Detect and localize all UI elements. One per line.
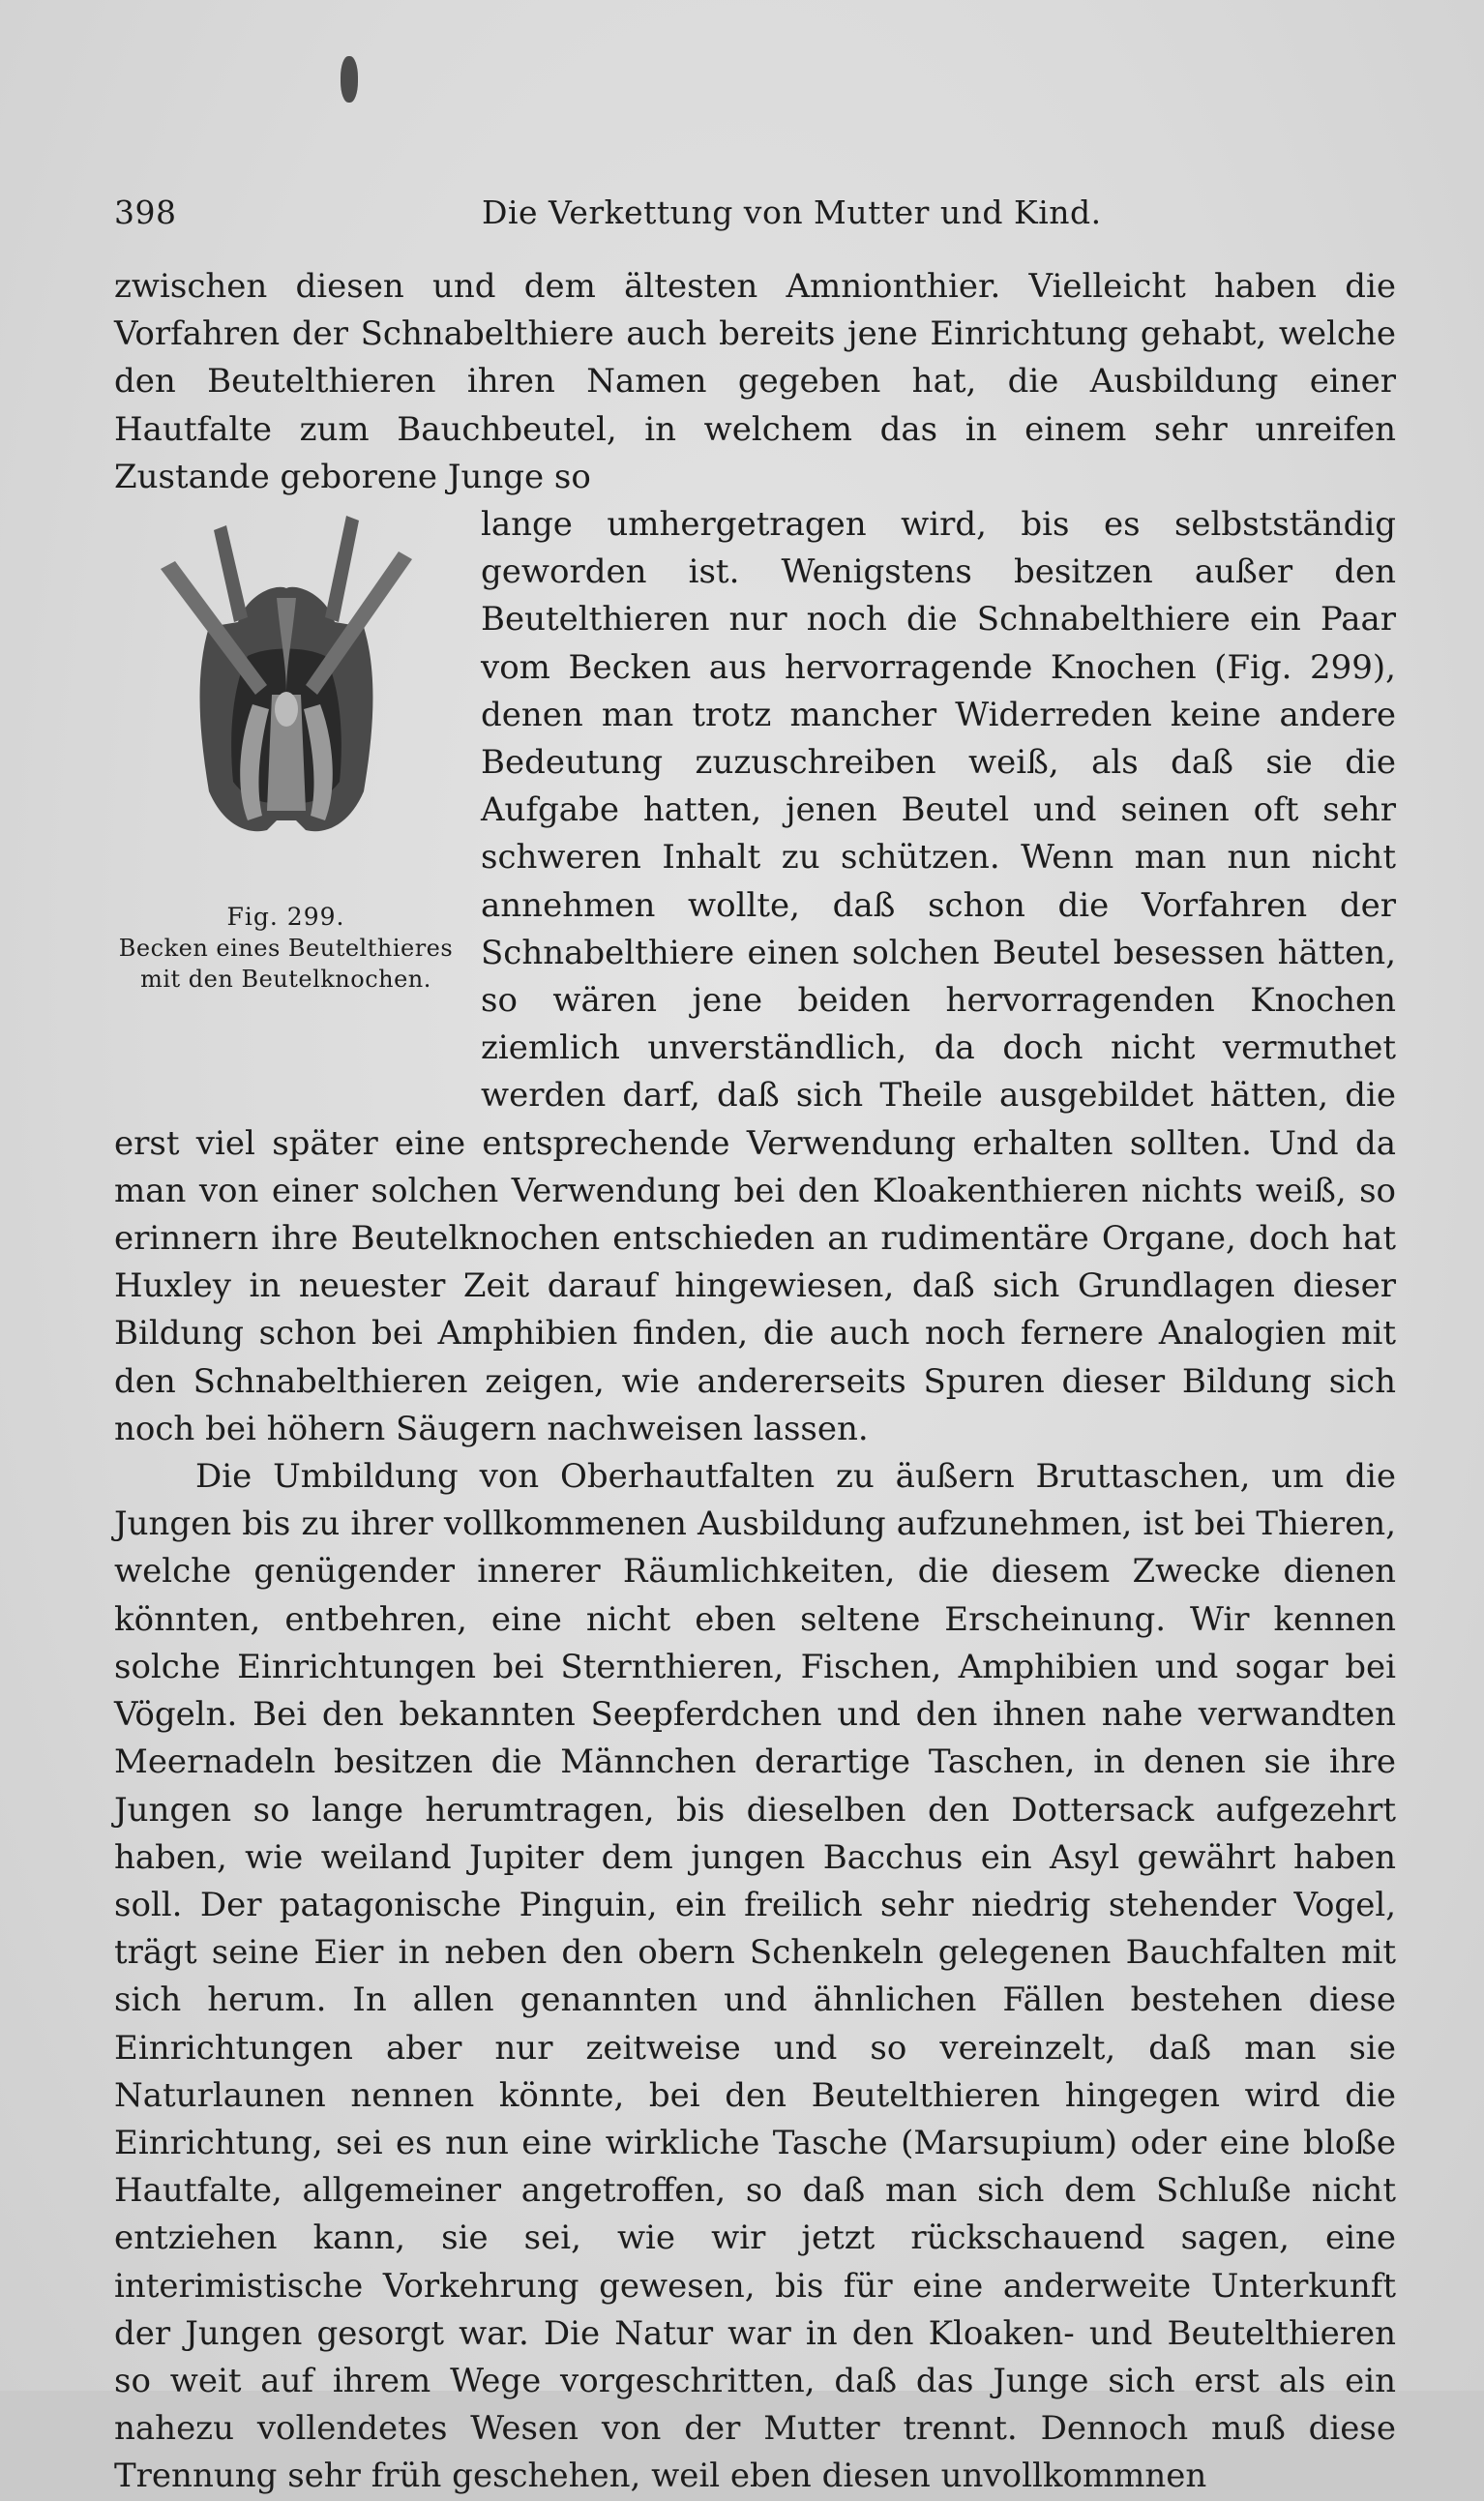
running-head: Die Verkettung von Mutter und Kind. — [482, 194, 1102, 231]
figure-caption-line1: Becken eines Beutelthieres — [118, 935, 454, 963]
figure-299 — [114, 501, 458, 1074]
paragraph-2: Die Umbildung von Oberhautfalten zu äußern Bruttaschen, um die Jungen bis zu ihrer vollkommenen Ausbildung aufzunehmen, ist bei Thieren, welche genügender innerer Räumlichkeiten, die diesem Zwecke dienen könnten, entbehren, eine nicht eben seltene Erscheinung. Wir kennen solche Einrichtungen bei Sternthieren, Fischen, Amphibien und sogar bei Vögeln. Bei den bekannten Seepferdchen und den ihnen nahe verwandten Meernadeln besitzen die Männchen derartige Taschen, in denen sie ihre Jungen so lange herumtragen, bis dieselben den Dottersack aufgezehrt haben, wie weiland Jupiter dem jungen Bacchus ein Asyl gewährt haben soll. Der patagonische Pinguin, ein freilich sehr niedrig stehender Vogel, trägt seine Eier in neben den obern Schenkeln gelegenen Bauchfalten mit sich herum. In allen genannten und ähnlichen Fällen bestehen diese Einrichtungen aber nur zeitweise und so vereinzelt, daß man sie Naturlaunen nennen könnte, bei den Beutelthieren hingegen wird die Einrichtung, sei es nun eine wirkliche Tasche (Marsupium) oder eine bloße Hautfalte, allgemeiner angetroffen, so daß man sich dem Schluße nicht entziehen kann, sie sei, wie wir jetzt rückschauend sagen, eine interimistische Vorkehrung gewesen, bis für eine anderweite Unterkunft der Jungen gesorgt war. Die Natur war in den Kloaken- und Beutelthieren so weit auf ihrem Wege vorgeschritten, daß das Junge sich erst als ein nahezu vollendetes Wesen von der Mutter trennt. Dennoch muß diese Trennung sehr früh geschehen, weil eben diesen unvollkommnen — [114, 1457, 1396, 2496]
body-text — [114, 263, 1396, 2501]
figure-label: Fig. 299. — [226, 903, 345, 932]
paragraph-1-intro: zwischen diesen und dem ältesten Amnionthier. Vielleicht haben die Vorfahren der Schnabelthiere auch bereits jene Einrichtung gehabt, welche den Beutelthieren ihren Namen gegeben hat, die Ausbildung einer Hautfalte zum Bauchbeutel, in welchem das in einem sehr unreifen Zustande geborene Junge so — [114, 267, 1396, 496]
ink-speck — [341, 56, 358, 103]
page-number: 398 — [114, 194, 177, 231]
figure-caption-line2: mit den Beutelknochen. — [140, 966, 431, 994]
page-header — [114, 194, 1393, 236]
pelvis-illustration — [141, 501, 431, 869]
paragraph-1: lange umhergetragen wird, bis es selbstständig geworden ist. Wenigstens besitzen außer den Beutelthieren nur noch die Schnabelthiere ein Paar vom Becken aus hervorragende Knochen (Fig. 299), denen man trotz mancher Widerreden keine andere Bedeutung zuzuschreiben weiß, als daß sie die Aufgabe hatten, jenen Beutel und seinen oft sehr schweren Inhalt zu schützen. Wenn man nun nicht annehmen wollte, daß schon die Vorfahren der Schnabelthiere einen solchen Beutel besessen hätten, so wären jene beiden hervorragenden Knochen ziemlich unverständlich, da doch nicht vermuthet werden darf, daß sich Theile ausgebildet hätten, die erst viel später eine entsprechende Verwendung erhalten sollten. Und da man von einer solchen Verwendung bei den Kloakenthieren nichts weiß, so erinnern ihre Beutelknochen entschieden an rudimentäre Organe, doch hat Huxley in neuester Zeit darauf hingewiesen, daß sich Grundlagen dieser Bildung schon bei Amphibien finden, die auch noch fernere Analogien mit den Schnabelthieren zeigen, wie andererseits Spuren dieser Bildung sich noch bei höhern Säugern nachweisen lassen. — [114, 505, 1396, 1448]
